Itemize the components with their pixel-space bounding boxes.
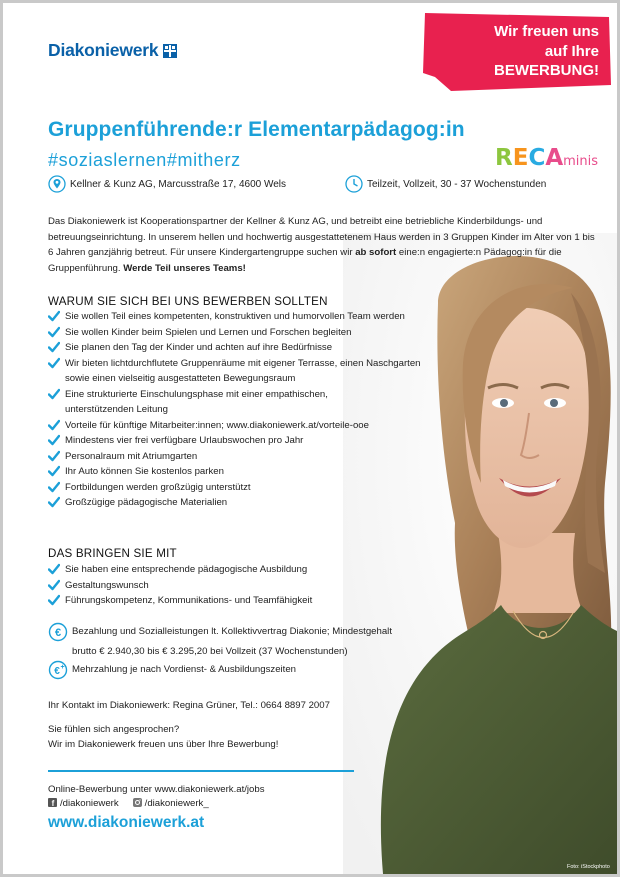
bring-list xyxy=(48,562,312,609)
diakoniewerk-logo xyxy=(48,40,177,61)
checkmark-icon xyxy=(48,465,60,477)
facebook-icon xyxy=(48,798,57,807)
job-ad-page xyxy=(3,3,617,874)
intro-paragraph xyxy=(48,214,598,276)
job-title: Gruppenführende:r Elementarpädagog:in xyxy=(48,118,465,141)
checkmark-icon xyxy=(48,496,60,508)
bring-item-1: Sie haben eine entsprechende pädagogische Ausbildung xyxy=(65,564,308,575)
why-item-5-line-1: Eine strukturierte Einschulungsphase mit einer empathischen, xyxy=(65,388,328,400)
clock-icon xyxy=(345,175,363,193)
instagram-handle: /diakoniewerk_ xyxy=(144,798,209,809)
intro-text-2: eine:n engagierte:n Pädagog:in für die Gruppenführung. xyxy=(48,247,562,274)
logo-text: Diakoniewerk xyxy=(48,40,159,60)
checkmark-icon xyxy=(48,481,60,493)
hours-text: Teilzeit, Vollzeit, 30 - 37 Wochenstunden xyxy=(367,179,547,190)
why-item-4-line-1: Wir bieten lichtdurchflutete Gruppenräume mit eigener Terrasse, einen Naschgarten xyxy=(65,357,421,369)
intro-bold-1: ab sofort xyxy=(355,247,397,258)
why-item-10: Fortbildungen werden großzügig unterstützt xyxy=(65,481,251,493)
euro-icon xyxy=(48,622,68,642)
why-item-11: Großzügige pädagogische Materialien xyxy=(65,497,228,508)
badge-line-3: BEWERBUNG! xyxy=(494,62,599,79)
badge-line-1: Wir freuen uns xyxy=(494,23,599,40)
badge-text xyxy=(421,22,599,81)
list-item xyxy=(48,578,312,594)
bring-item-3: Führungskompetenz, Kommunikations- und Teamfähigkeit xyxy=(65,595,313,606)
checkmark-icon xyxy=(48,450,60,462)
hashtags: #soziaslernen#mitherz xyxy=(48,150,241,170)
checkmark-icon xyxy=(48,579,60,591)
intro-bold-2: Werde Teil unseres Teams! xyxy=(123,262,246,274)
checkmark-icon xyxy=(48,434,60,446)
facebook-handle: /diakoniewerk xyxy=(60,798,119,809)
list-item xyxy=(48,418,421,434)
checkmark-icon xyxy=(48,326,60,338)
location-line xyxy=(48,179,286,193)
svg-text:+: + xyxy=(60,664,65,671)
why-item-9: Ihr Auto können Sie kostenlos parken xyxy=(65,466,224,477)
contact-info: Ihr Kontakt im Diakoniewerk: Regina Grüner, Tel.: 0664 8897 2007 xyxy=(48,700,330,711)
why-item-7: Mindestens vier frei verfügbare Urlaubswochen pro Jahr xyxy=(65,435,304,446)
bring-item-2: Gestaltungswunsch xyxy=(65,579,149,591)
online-application-link[interactable]: Online-Bewerbung unter www.diakoniewerk.at/jobs xyxy=(48,784,265,795)
checkmark-icon xyxy=(48,310,60,322)
list-item xyxy=(48,593,312,609)
location-pin-icon xyxy=(48,175,66,193)
list-item xyxy=(48,325,421,341)
svg-text:€: € xyxy=(54,666,60,677)
badge-line-2: auf Ihre xyxy=(544,42,599,60)
why-item-5-line-2: unterstützenden Leitung xyxy=(65,404,168,415)
recaminis-logo xyxy=(495,145,598,171)
social-links xyxy=(48,798,209,809)
why-item-1: Sie wollen Teil eines kompetenten, konstruktiven und humorvollen Team werden xyxy=(65,311,405,322)
why-item-5 xyxy=(65,387,328,418)
website-link[interactable]: www.diakoniewerk.at xyxy=(48,814,205,831)
why-item-8: Personalraum mit Atriumgarten xyxy=(65,450,198,462)
checkmark-icon xyxy=(48,341,60,353)
list-item xyxy=(48,433,421,449)
hours-line xyxy=(345,179,546,193)
svg-text:€: € xyxy=(54,627,62,639)
why-item-2: Sie wollen Kinder beim Spielen und Lernen und Forschen begleiten xyxy=(65,326,352,338)
list-item xyxy=(48,464,421,480)
salary-line-1: Bezahlung und Sozialleistungen lt. Kollektivvertrag Diakonie; Mindestgehalt xyxy=(72,626,392,637)
intro-text-1: Das Diakoniewerk ist Kooperationspartner der Kellner & Kunz AG, und betreibt eine betriebliche Kinderbildungs- und betreuungseinrichtung. In unserem hellen und hochwertig ausgestattetenem Haus werden in 3 Gruppen Kinder im Alter von 1 bis 6 Jahren ganzjährig betreut. Für unsere Kindergartengruppe suchen wir xyxy=(48,216,595,258)
why-heading: WARUM SIE SICH BEI UNS BEWERBEN SOLLTEN xyxy=(48,295,328,308)
why-list xyxy=(48,309,421,511)
svg-text:f: f xyxy=(51,799,55,807)
list-item xyxy=(48,387,421,418)
reca-letter-a: A xyxy=(545,145,564,171)
reca-letter-e: E xyxy=(512,145,529,171)
footer-divider xyxy=(48,770,354,772)
application-badge xyxy=(421,13,613,93)
euro-plus-icon xyxy=(48,660,68,680)
list-item xyxy=(48,449,421,465)
salary-info xyxy=(48,622,392,662)
reca-letter-c: C xyxy=(528,145,546,171)
instagram-link[interactable] xyxy=(133,798,209,809)
checkmark-icon xyxy=(48,563,60,575)
location-text: Kellner & Kunz AG, Marcusstraße 17, 4600 Wels xyxy=(70,179,287,190)
checkmark-icon xyxy=(48,419,60,431)
why-item-3: Sie planen den Tag der Kinder und achten auf ihre Bedürfnisse xyxy=(65,342,333,353)
diakonie-cross-icon xyxy=(163,44,177,58)
list-item xyxy=(48,340,421,356)
salary-line-2: brutto € 2.940,30 bis € 3.295,20 bei Vollzeit (37 Wochenstunden) xyxy=(72,646,348,657)
extra-pay-info xyxy=(48,660,296,680)
list-item xyxy=(48,356,421,387)
list-item xyxy=(48,562,312,578)
why-item-6: Vorteile für künftige Mitarbeiter:innen; www.diakoniewerk.at/vorteile-ooe xyxy=(65,419,369,431)
why-item-4-line-2: sowie einen vielseitig ausgestatteten Bewegungsraum xyxy=(65,373,296,384)
list-item xyxy=(48,480,421,496)
extra-pay-text: Mehrzahlung je nach Vordienst- & Ausbildungszeiten xyxy=(72,664,296,675)
checkmark-icon xyxy=(48,388,60,400)
closing-line-1: Sie fühlen sich angesprochen? xyxy=(48,724,180,735)
checkmark-icon xyxy=(48,357,60,369)
reca-minis: minis xyxy=(563,154,599,169)
facebook-link[interactable] xyxy=(48,798,119,809)
photo-credit: Foto: iStockphoto xyxy=(567,864,610,870)
list-item xyxy=(48,495,421,511)
checkmark-icon xyxy=(48,594,60,606)
bring-heading: DAS BRINGEN SIE MIT xyxy=(48,547,177,560)
salary-text xyxy=(72,622,392,662)
reca-letter-r: R xyxy=(495,145,513,171)
closing-line-2: Wir im Diakoniewerk freuen uns über Ihre Bewerbung! xyxy=(48,739,279,750)
closing-text xyxy=(48,722,278,752)
instagram-icon xyxy=(133,798,142,807)
list-item xyxy=(48,309,421,325)
why-item-4 xyxy=(65,356,421,387)
